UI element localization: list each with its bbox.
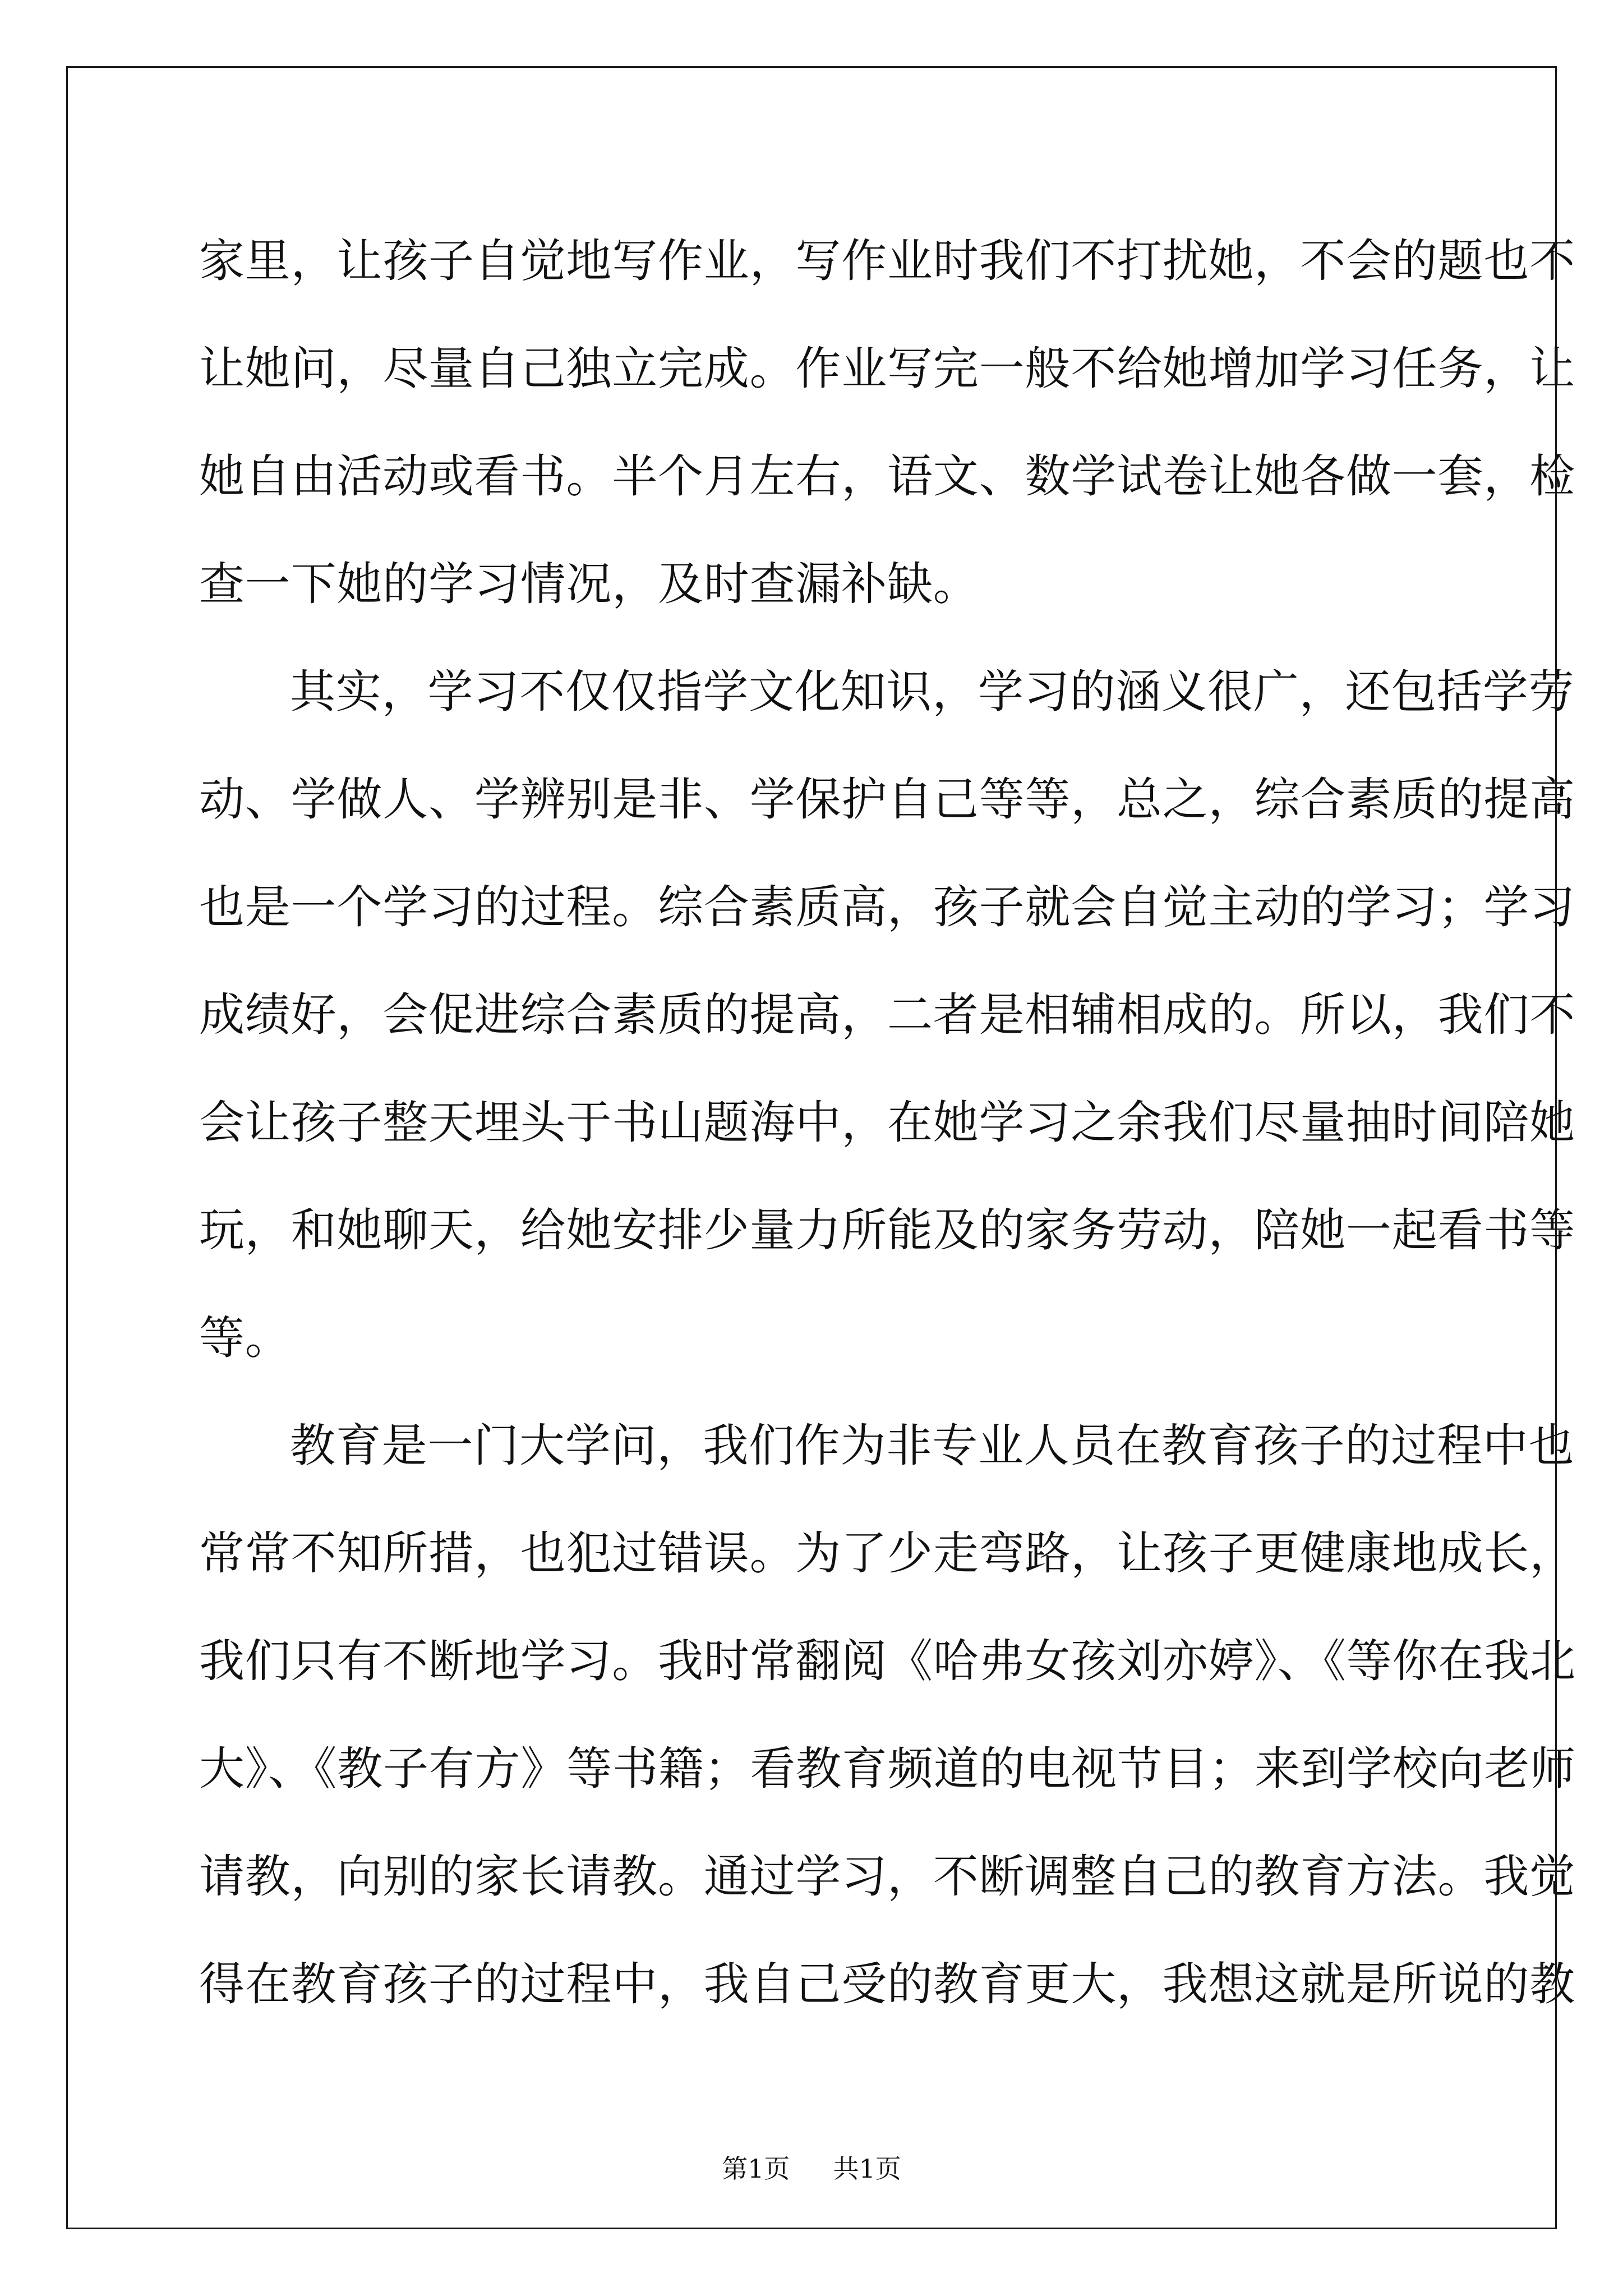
text-line: 教育是一门大学问，我们作为非专业人员在教育孩子的过程中也 xyxy=(290,1420,1575,1473)
text-line: 大》、《教子有方》等书籍；看教育频道的电视节目；来到学校向老师 xyxy=(199,1743,1576,1796)
text-line: 请教，向别的家长请教。通过学习，不断调整自己的教育方法。我觉 xyxy=(199,1851,1576,1903)
page-footer xyxy=(0,2148,1623,2185)
document-body xyxy=(199,208,1576,2039)
text-line: 也是一个学习的过程。综合素质高，孩子就会自觉主动的学习；学习 xyxy=(199,881,1576,934)
text-line: 其实，学习不仅仅指学文化知识，学习的涵义很广，还包括学劳 xyxy=(290,666,1575,719)
text-line: 玩，和她聊天，给她安排少量力所能及的家务劳动，陪她一起看书等 xyxy=(199,1204,1576,1257)
text-line: 会让孩子整天埋头于书山题海中，在她学习之余我们尽量抽时间陪她 xyxy=(199,1097,1576,1149)
text-line: 让她问，尽量自己独立完成。作业写完一般不给她增加学习任务，让 xyxy=(199,343,1576,395)
text-line: 我们只有不断地学习。我时常翻阅《哈弗女孩刘亦婷》、《等你在我北 xyxy=(199,1635,1576,1688)
text-line: 等。 xyxy=(199,1312,291,1365)
text-line: 成绩好，会促进综合素质的提高，二者是相辅相成的。所以，我们不 xyxy=(199,989,1576,1042)
text-line: 查一下她的学习情况，及时查漏补缺。 xyxy=(199,558,979,611)
text-line: 家里，让孩子自觉地写作业，写作业时我们不打扰她，不会的题也不 xyxy=(199,235,1576,288)
page-number: 第1页 xyxy=(722,2154,790,2184)
text-line: 得在教育孩子的过程中，我自己受的教育更大，我想这就是所说的教 xyxy=(199,1958,1576,2011)
text-line: 动、学做人、学辨别是非、学保护自己等等，总之，综合素质的提高 xyxy=(199,774,1576,826)
page-total: 共1页 xyxy=(833,2154,901,2184)
text-line: 常常不知所措，也犯过错误。为了少走弯路，让孩子更健康地成长， xyxy=(199,1527,1576,1580)
text-line: 她自由活动或看书。半个月左右，语文、数学试卷让她各做一套，检 xyxy=(199,450,1576,503)
